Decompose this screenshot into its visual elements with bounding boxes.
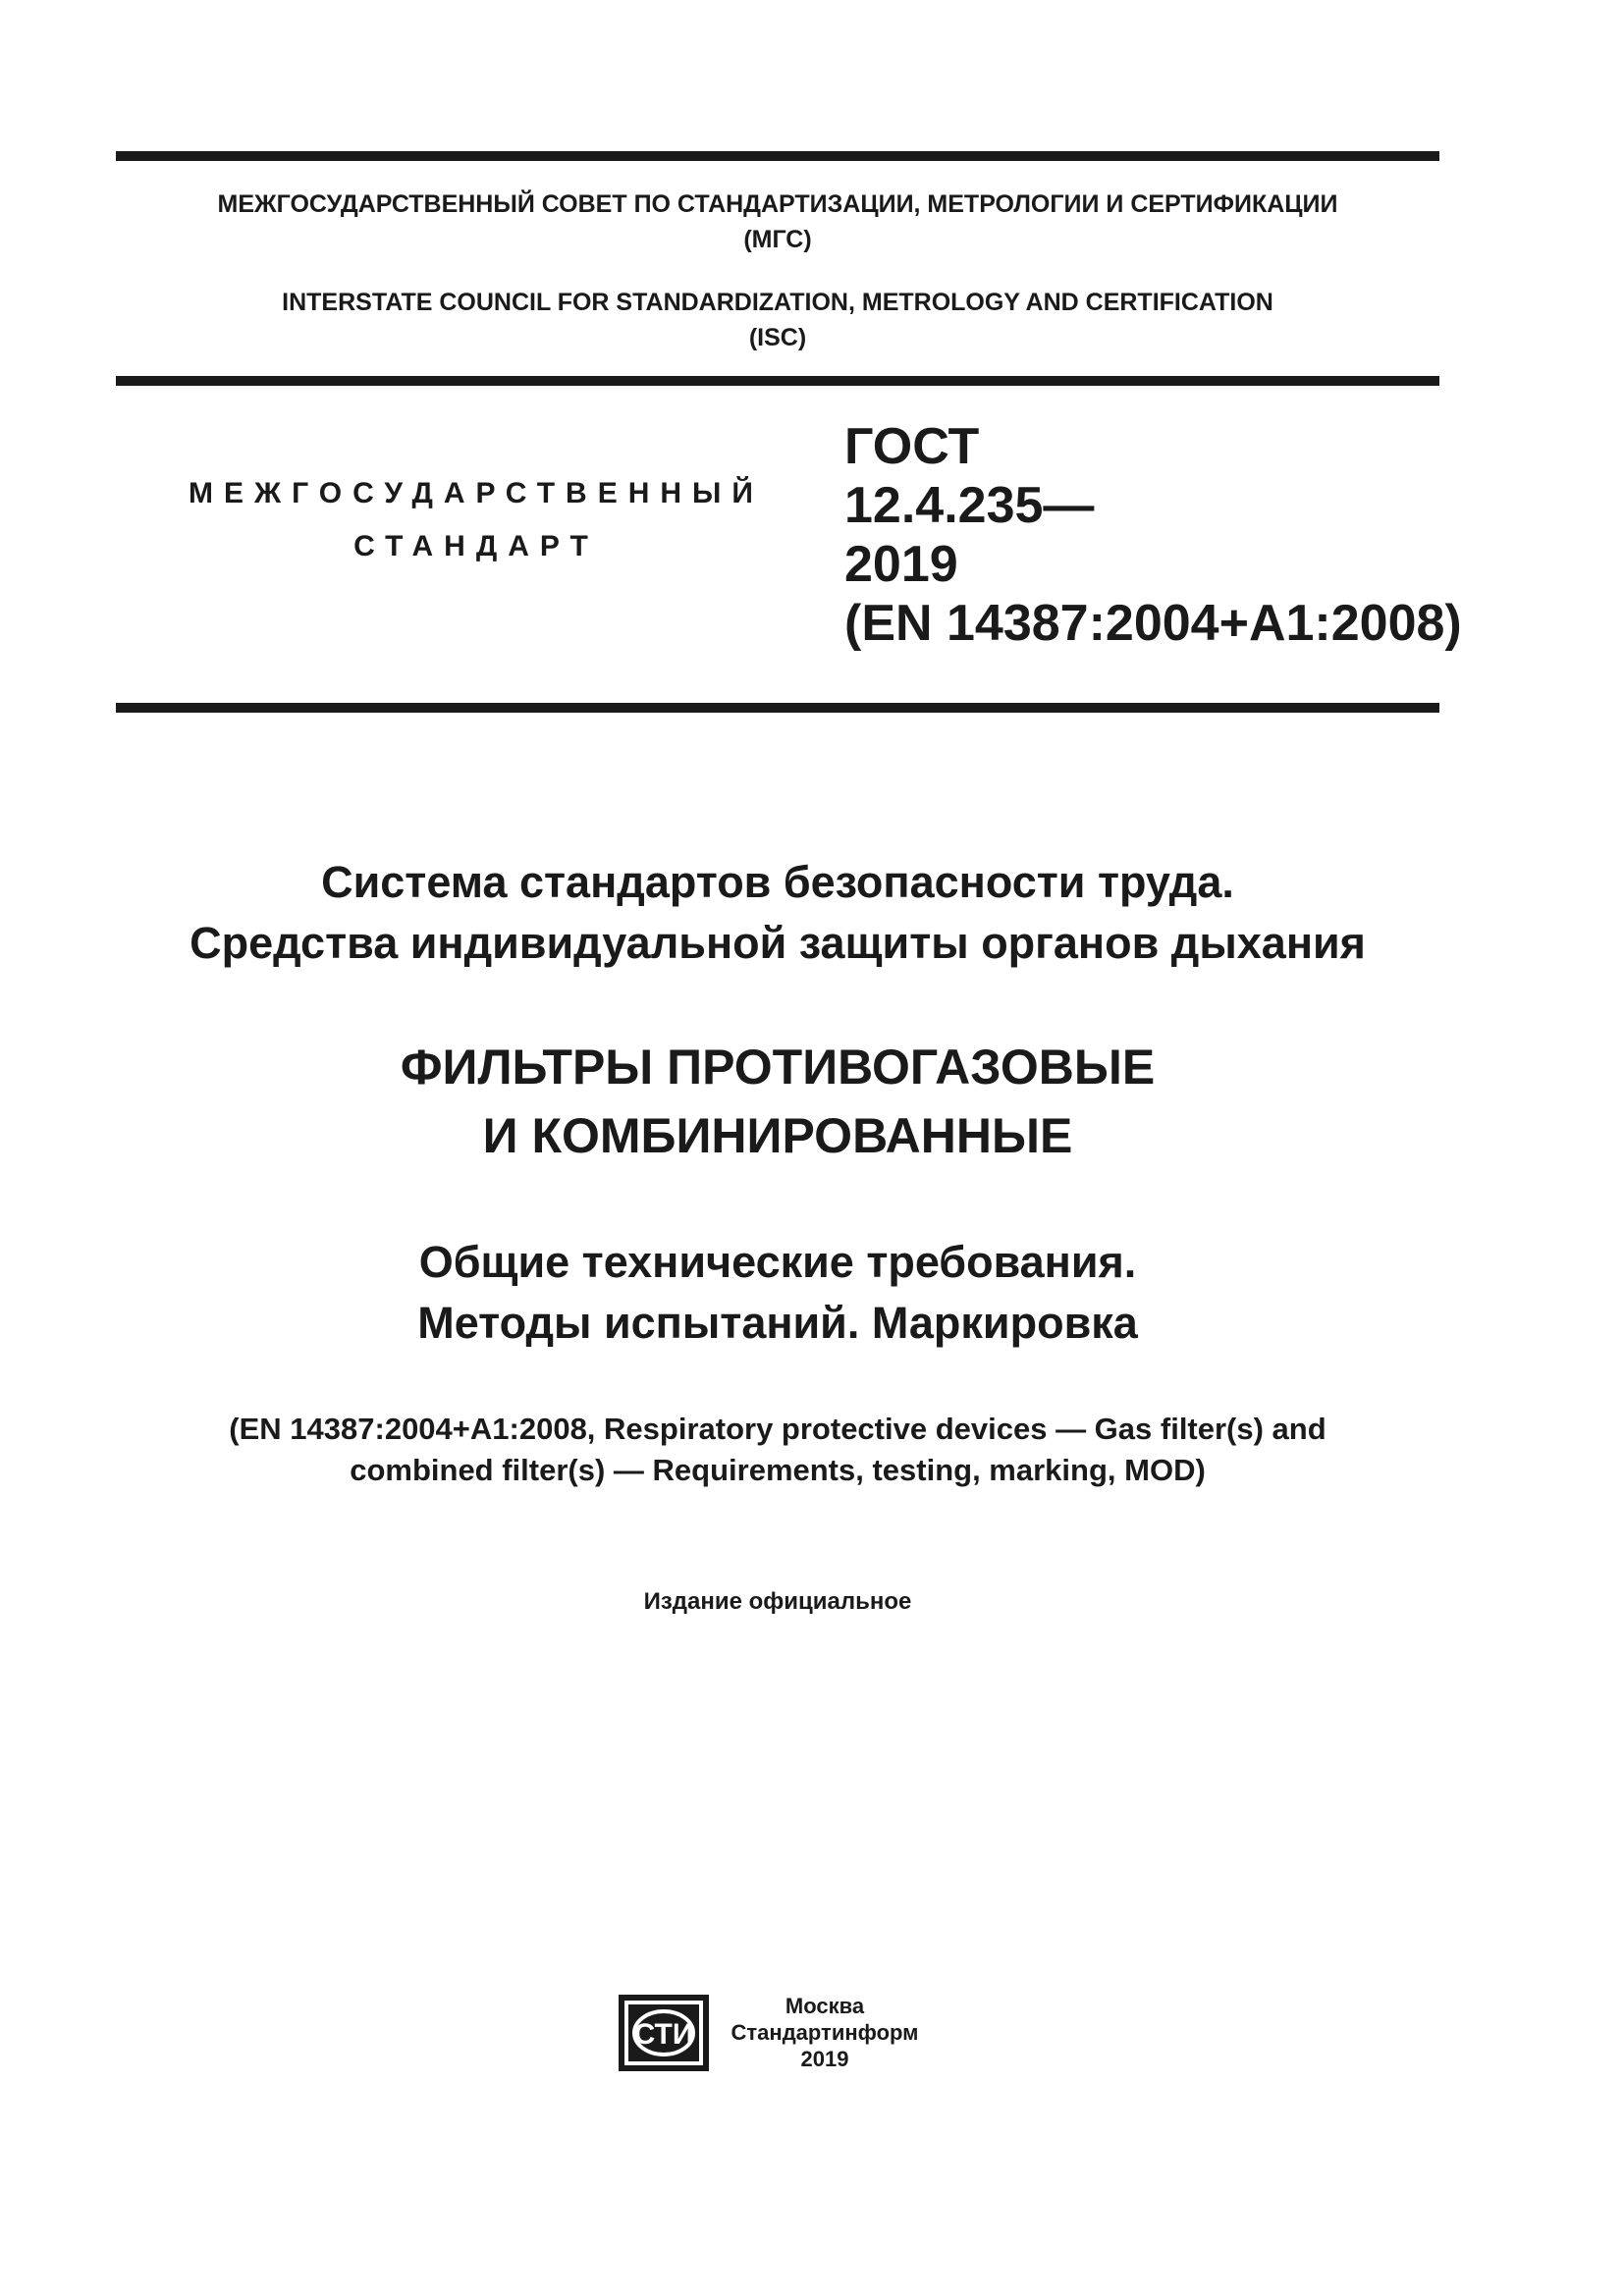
council-en-abbr: (ISC) — [748, 324, 807, 351]
subtitle — [116, 1232, 1439, 1354]
logo-text: СТИ — [633, 2018, 694, 2051]
subtitle-line1: Общие технические требования. — [418, 1237, 1137, 1287]
en-reference-line1: (EN 14387:2004+A1:2008, Respiratory protective devices — Gas filter(s) and — [229, 1412, 1326, 1446]
subtitle-line2: Методы испытаний. Маркировка — [417, 1298, 1138, 1348]
main-title-line2: И КОМБИНИРОВАННЫЕ — [482, 1108, 1073, 1163]
en-reference-line2: combined filter(s) — Requirements, testing, marking, MOD) — [350, 1453, 1206, 1487]
series-title-line2: Средства индивидуальной защиты органов дыхания — [189, 918, 1366, 968]
top-rule — [116, 151, 1439, 161]
gost-number: 12.4.235— — [844, 477, 1095, 534]
standard-kind — [167, 467, 785, 573]
main-title-line1: ФИЛЬТРЫ ПРОТИВОГАЗОВЫЕ — [400, 1040, 1156, 1095]
publisher-year: 2019 — [800, 2047, 849, 2071]
publisher-imprint — [727, 1993, 923, 2072]
series-title — [116, 852, 1439, 974]
council-en-name: INTERSTATE COUNCIL FOR STANDARDIZATION, METROLOGY AND CERTIFICATION — [282, 289, 1273, 316]
series-title-line1: Система стандартов безопасности труда. — [321, 857, 1234, 907]
main-title — [116, 1033, 1439, 1170]
en-reference-note — [116, 1409, 1439, 1491]
gost-designation — [844, 417, 1462, 653]
council-ru — [116, 187, 1439, 257]
council-ru-name: МЕЖГОСУДАРСТВЕННЫЙ СОВЕТ ПО СТАНДАРТИЗАЦИИ, МЕТРОЛОГИИ И СЕРТИФИКАЦИИ — [217, 190, 1338, 218]
edition-label: Издание официальное — [643, 1588, 912, 1615]
header-rule — [116, 376, 1439, 386]
gost-label: ГОСТ — [844, 418, 980, 475]
gost-en-reference: (EN 14387:2004+A1:2008) — [844, 595, 1462, 652]
standartinform-logo-icon — [617, 1993, 711, 2073]
publisher-name: Стандартинформ — [731, 2020, 919, 2045]
council-ru-abbr: (МГС) — [743, 226, 812, 253]
standard-kind-line1: МЕЖГОСУДАРСТВЕННЫЙ — [189, 477, 764, 509]
gost-year: 2019 — [844, 536, 958, 593]
designation-rule — [116, 703, 1439, 713]
standard-kind-line2: СТАНДАРТ — [353, 530, 599, 562]
council-en — [116, 285, 1439, 355]
publisher-city: Москва — [785, 1994, 865, 2018]
